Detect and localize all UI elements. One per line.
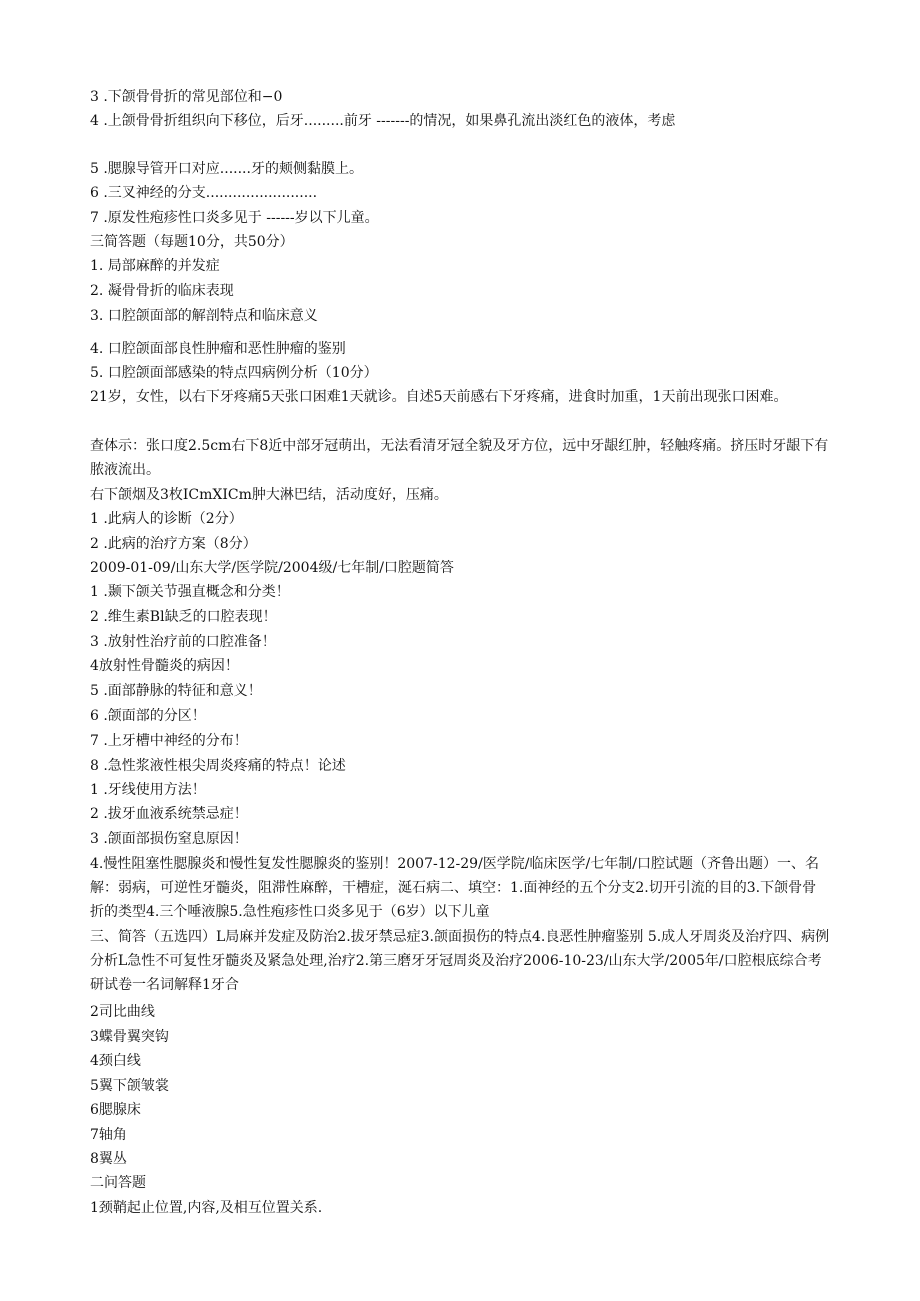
text-line: 2司比曲线 xyxy=(90,1004,155,1020)
text-line: 7轴角 xyxy=(90,1127,127,1143)
text-line: 1 .颞下颌关节强直概念和分类！ xyxy=(90,584,290,600)
section-heading: 二问答题 xyxy=(90,1175,146,1191)
text-line: 5翼下颌皱裳 xyxy=(90,1078,169,1094)
text-line: 4颈白线 xyxy=(90,1053,141,1069)
text-line: 2 .拔牙血液系统禁忌症！ xyxy=(90,806,248,822)
text-line: 7 .上牙槽中神经的分布！ xyxy=(90,733,248,749)
text-line: 8 .急性浆液性根尖周炎疼痛的特点！论述 xyxy=(90,758,346,774)
text-line: 2 .此病的治疗方案（8分） xyxy=(90,536,257,552)
text-line: 2. 凝骨骨折的临床表现 xyxy=(90,283,234,299)
text-line: 6腮腺床 xyxy=(90,1102,141,1118)
text-line: 8翼丛 xyxy=(90,1151,127,1167)
text-line: 3 .颌面部损伤窒息原因！ xyxy=(90,831,248,847)
exam-paragraph: 4.慢性阻塞性腮腺炎和慢性复发性腮腺炎的鉴别！2007-12-29/医学院/临床医学/七年制/口腔试题（齐鲁出题）一、名解：弱病，可逆性牙髓炎，阻滞性麻醉，干槽症，涎石病二、填空：1.面神经的五个分支2.切开引流的目的3.下颌骨骨折的类型4.三个唾液腺5.急性疱疹性口炎多见于（6岁）以下儿童 xyxy=(90,856,819,920)
text-line: 4. 口腔颌面部良性肿瘤和恶性肿瘤的鉴别 xyxy=(90,341,346,357)
text-line: 3 .放射性治疗前的口腔准备！ xyxy=(90,634,276,650)
section-heading: 三简答题（每题10分，共50分） xyxy=(90,234,294,250)
text-line: 2009-01-09/山东大学/医学院/2004级/七年制/口腔题简答 xyxy=(90,560,454,576)
text-line: 1 .牙线使用方法！ xyxy=(90,782,206,798)
text-line: 3. 口腔颌面部的解剖特点和临床意义 xyxy=(90,308,318,324)
text-line: 5. 口腔颌面部感染的特点四病例分析（10分） xyxy=(90,365,378,381)
text-line: 5 .腮腺导管开口对应.......牙的颊侧黏膜上。 xyxy=(90,161,363,177)
case-paragraph: 21岁，女性，以右下牙疼痛5天张口困难1天就诊。自述5天前感右下牙疼痛，进食时加重，1天前出现张口困难。 xyxy=(90,389,788,405)
text-line: 2 .维生素Bl缺乏的口腔表现！ xyxy=(90,609,277,625)
exam-paragraph: 三、简答（五选四）L局麻并发症及防治2.拔牙禁忌症3.颌面损伤的特点4.良恶性肿瘤鉴别 5.成人牙周炎及治疗四、病例分析L急性不可复性牙髓炎及紧急处理,治疗2.第三磨牙牙冠周炎及治疗2006-10-23/山东大学/2005年/口腔根底综合考研试卷一名词解释1牙合 xyxy=(90,929,830,993)
text-line: 3 .下颌骨骨折的常见部位和−0 xyxy=(90,89,283,105)
case-paragraph: 查体示：张口度2.5cm右下8近中部牙冠萌出，无法看清牙冠全貌及牙方位，远中牙龈红肿，轻触疼痛。挤压时牙龈下有脓液流出。 xyxy=(90,438,829,478)
text-line: 1 .此病人的诊断（2分） xyxy=(90,511,243,527)
text-line: 7 .原发性疱疹性口炎多见于 ------岁以下儿童。 xyxy=(90,210,379,226)
text-line: 4 .上颌骨骨折组织向下移位，后牙.........前牙 -------的情况，如果鼻孔流出淡红色的液体，考虑 xyxy=(90,113,676,129)
text-line: 3蝶骨翼突钩 xyxy=(90,1029,169,1045)
text-line: 5 .面部静脉的特征和意义！ xyxy=(90,683,262,699)
text-line: 6 .颌面部的分区！ xyxy=(90,708,206,724)
text-line: 1颈鞘起止位置,内容,及相互位置关系. xyxy=(90,1200,323,1216)
text-line: 4放射性骨髓炎的病因！ xyxy=(90,658,239,674)
text-line: 1. 局部麻醉的并发症 xyxy=(90,258,220,274)
text-line: 6 .三叉神经的分支......................... xyxy=(90,185,318,201)
text-line: 右下颌烟及3枚ICmXICm肿大淋巴结，活动度好，压痛。 xyxy=(90,487,448,503)
